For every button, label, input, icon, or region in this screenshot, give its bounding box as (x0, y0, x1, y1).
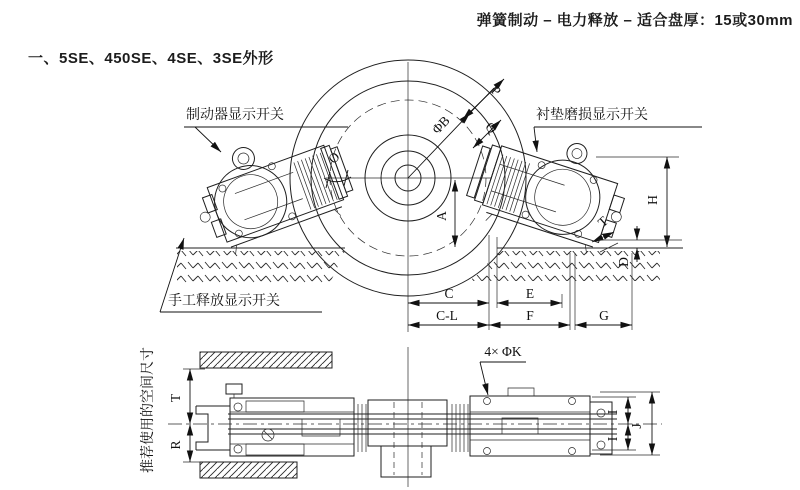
mounting-hole (484, 448, 491, 455)
disc-section (368, 400, 447, 477)
dim-t-front (592, 213, 618, 252)
front-view (160, 60, 702, 332)
right-caliper-front (461, 116, 639, 261)
dim-label-c: C (444, 286, 454, 301)
space-wall-bottom (200, 462, 297, 478)
mounting-holes-label: 4× ΦK (484, 344, 522, 359)
section-heading: 一、5SE、450SE、4SE、3SE外形 (28, 50, 274, 67)
dim-h (596, 157, 679, 247)
dim-label-i-bottom: I (605, 436, 620, 442)
brake-switch-label: 制动器显示开关 (186, 108, 284, 123)
dim-label-e: E (525, 286, 535, 301)
right-pad-stack-plan (452, 404, 468, 452)
bottom-dimension-rows (408, 235, 632, 330)
right-caliper-plan (452, 388, 612, 456)
mounting-hole (484, 398, 491, 405)
dim-label-o: O (325, 148, 343, 167)
mounting-holes-callout (480, 344, 526, 395)
dim-label-q: Q (482, 118, 500, 137)
dim-label-a: A (434, 211, 449, 221)
dim-a (434, 180, 455, 247)
dim-label-r-space: R (168, 440, 183, 450)
space-wall-top (200, 352, 332, 368)
plan-view (139, 344, 662, 487)
dim-label-cl: C-L (436, 308, 458, 323)
dim-label-g: G (599, 308, 609, 323)
doc-title: 弹簧制动 – 电力释放 – 适合盘厚：15或30mm (476, 12, 793, 29)
pad-wear-switch-callout (534, 106, 702, 152)
mounting-hole (569, 448, 576, 455)
dim-label-f: F (526, 308, 534, 323)
dim-label-t: T (594, 213, 612, 230)
dim-q (473, 119, 501, 148)
dim-label-d: D (616, 257, 631, 267)
dim-i-j (592, 392, 660, 455)
ground-left (176, 248, 345, 283)
left-caliper-plan (196, 384, 366, 456)
ground-right (470, 248, 683, 281)
dim-label-h: H (645, 195, 660, 205)
dim-label-i-top: I (605, 409, 620, 415)
dim-r-space (168, 424, 190, 462)
dim-label-t-space: T (168, 393, 183, 403)
dim-label-j: J (629, 423, 644, 429)
pad-wear-switch-label: 衬垫磨损显示开关 (536, 108, 648, 123)
dim-label-phi-b: ΦB (428, 112, 453, 137)
dim-label-p: P (488, 82, 505, 99)
right-brake-pad (467, 146, 491, 198)
dim-p (463, 79, 504, 119)
left-pad-stack-plan (354, 404, 366, 452)
manual-release-switch-label: 手工释放显示开关 (168, 294, 280, 309)
space-note-label: 推荐使用的空间尺寸 (141, 347, 156, 473)
mounting-hole (569, 398, 576, 405)
